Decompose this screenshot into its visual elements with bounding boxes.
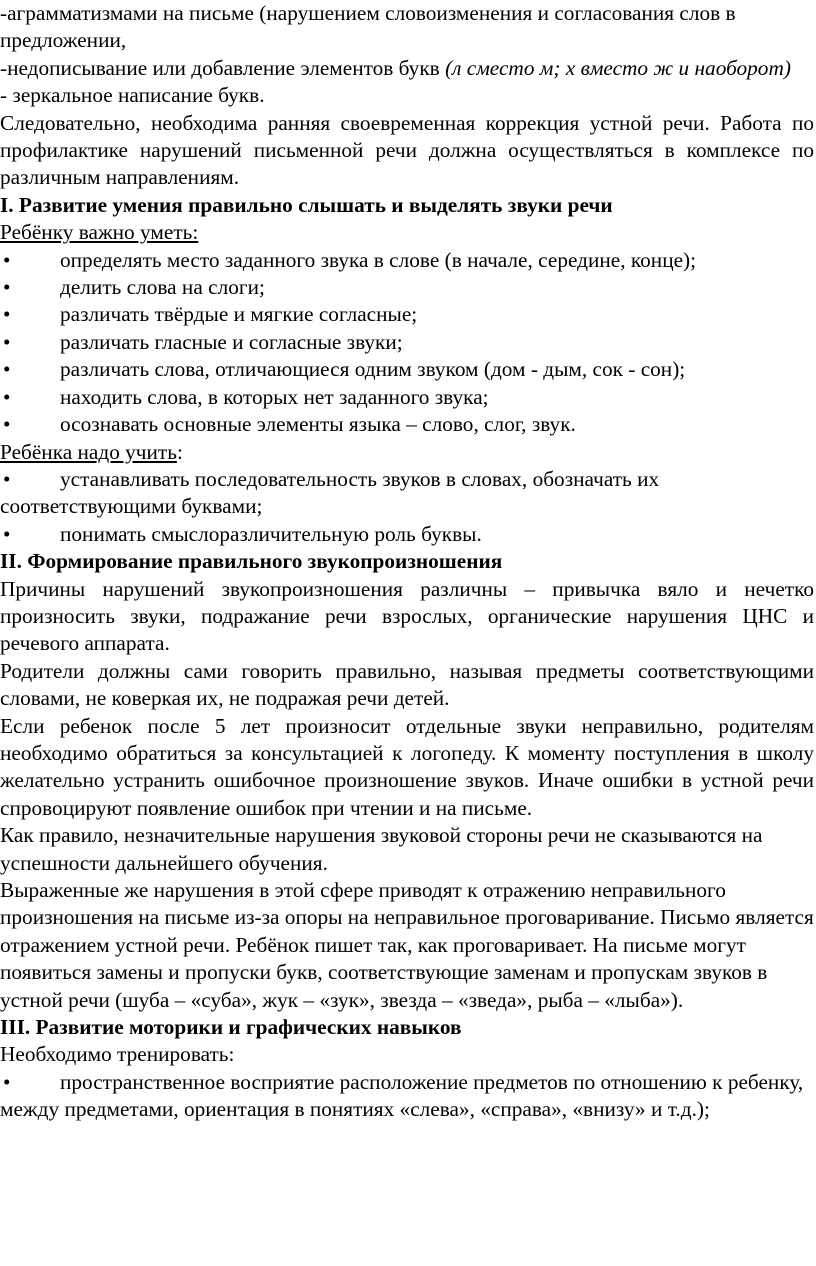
intro-line-letter-elements-text: -недописывание или добавление элементов букв — [0, 55, 446, 80]
list-item-text: осознавать основные элементы языка – слово, слог, звук. — [60, 412, 576, 437]
section2-heading: II. Формирование правильного звукопроизношения — [0, 549, 503, 574]
list-item — [0, 1069, 814, 1124]
bullet-icon: • — [3, 1069, 11, 1094]
section1-skills-list — [0, 247, 814, 439]
intro-paragraph-correction: Следовательно, необходима ранняя своевременная коррекция устной речи. Работа по профилактике нарушений письменной речи должна осуществляться в комплексе по различным направлениям. — [0, 110, 814, 190]
list-item — [0, 301, 814, 328]
list-item-text: различать гласные и согласные звуки; — [60, 329, 403, 354]
section2-paragraph-speech-therapist: Если ребенок после 5 лет произносит отдельные звуки неправильно, родителям необходимо обратиться за консультацией к логопеду. К моменту поступления в школу желательно устранить ошибочное произношение звуков. Иначе ошибки в устной речи спровоцируют появление ошибок при чтении и на письме. — [0, 713, 814, 820]
list-item-text: понимать смыслоразличительную роль буквы. — [60, 521, 482, 546]
intro-line-agrammatism: -аграмматизмами на письме (нарушением словоизменения и согласования слов в предложении, — [0, 1, 736, 53]
section3-list — [0, 1069, 814, 1124]
intro-line-letter-elements-example: (л сместо м; х вместо ж и наоборот) — [445, 55, 791, 80]
list-item-text: делить слова на слоги; — [60, 275, 265, 300]
section3-subheading: Необходимо тренировать: — [0, 1042, 235, 1067]
bullet-icon: • — [3, 466, 11, 491]
bullet-icon: • — [3, 247, 11, 272]
bullet-icon: • — [3, 302, 11, 327]
intro-line-letter-elements — [0, 55, 814, 82]
section2-paragraph-minor-disorders: Как правило, незначительные нарушения звуковой стороны речи не сказываются на успешности дальнейшего обучения. — [0, 823, 763, 875]
section1-heading: I. Развитие умения правильно слышать и выделять звуки речи — [0, 192, 613, 217]
bullet-icon: • — [3, 357, 11, 382]
list-item-text: различать слова, отличающиеся одним звуком (дом - дым, сок - сон); — [60, 357, 686, 382]
section2-paragraph-causes: Причины нарушений звукопроизношения различны – привычка вяло и нечетко произносить звуки, подражание речи взрослых, органические нарушения ЦНС и речевого аппарата. — [0, 576, 814, 656]
list-item — [0, 274, 814, 301]
list-item — [0, 411, 814, 438]
bullet-icon: • — [3, 412, 11, 437]
list-item-text: различать твёрдые и мягкие согласные; — [60, 302, 418, 327]
section1-subheading-teach-colon: : — [176, 439, 183, 464]
list-item — [0, 521, 814, 548]
list-item — [0, 247, 814, 274]
section3-heading: III. Развитие моторики и графических навыков — [0, 1015, 462, 1040]
list-item-text: пространственное восприятие расположение предметов по отношению к ребенку, между предметами, ориентация в понятиях «слева», «справа», «внизу» и т.д.); — [0, 1069, 804, 1122]
list-item — [0, 466, 814, 521]
section1-subheading-skills-text: Ребёнку важно уметь: — [0, 220, 199, 245]
section1-subheading-skills — [0, 219, 814, 246]
list-item-text: устанавливать последовательность звуков в словах, обозначать их соответствующими буквами; — [0, 466, 660, 519]
section2-paragraph-severe-disorders: Выраженные же нарушения в этой сфере приводят к отражению неправильного произношения на письме из-за опоры на неправильное проговаривание. Письмо является отражением устной речи. Ребёнок пишет так, как проговаривает. На письме могут появиться замены и пропуски букв, соответствующие заменам и пропускам звуков в устной речи (шуба – «суба», жук – «зук», звезда – «зведа», рыба – «лыба»). — [0, 878, 814, 1012]
list-item — [0, 329, 814, 356]
section2-paragraph-parents: Родители должны сами говорить правильно, называя предметы соответствующими словами, не коверкая их, не подражая речи детей. — [0, 658, 814, 711]
bullet-icon: • — [3, 521, 11, 546]
bullet-icon: • — [3, 384, 11, 409]
list-item-text: определять место заданного звука в слове (в начале, середине, конце); — [60, 247, 697, 272]
list-item — [0, 356, 814, 383]
section1-subheading-teach-text: Ребёнка надо учить — [0, 439, 177, 464]
list-item-text: находить слова, в которых нет заданного звука; — [60, 384, 489, 409]
section1-teach-list — [0, 466, 814, 548]
section1-subheading-teach — [0, 439, 814, 466]
bullet-icon: • — [3, 329, 11, 354]
list-item — [0, 384, 814, 411]
intro-line-mirror-writing: - зеркальное написание букв. — [0, 83, 265, 108]
bullet-icon: • — [3, 275, 11, 300]
